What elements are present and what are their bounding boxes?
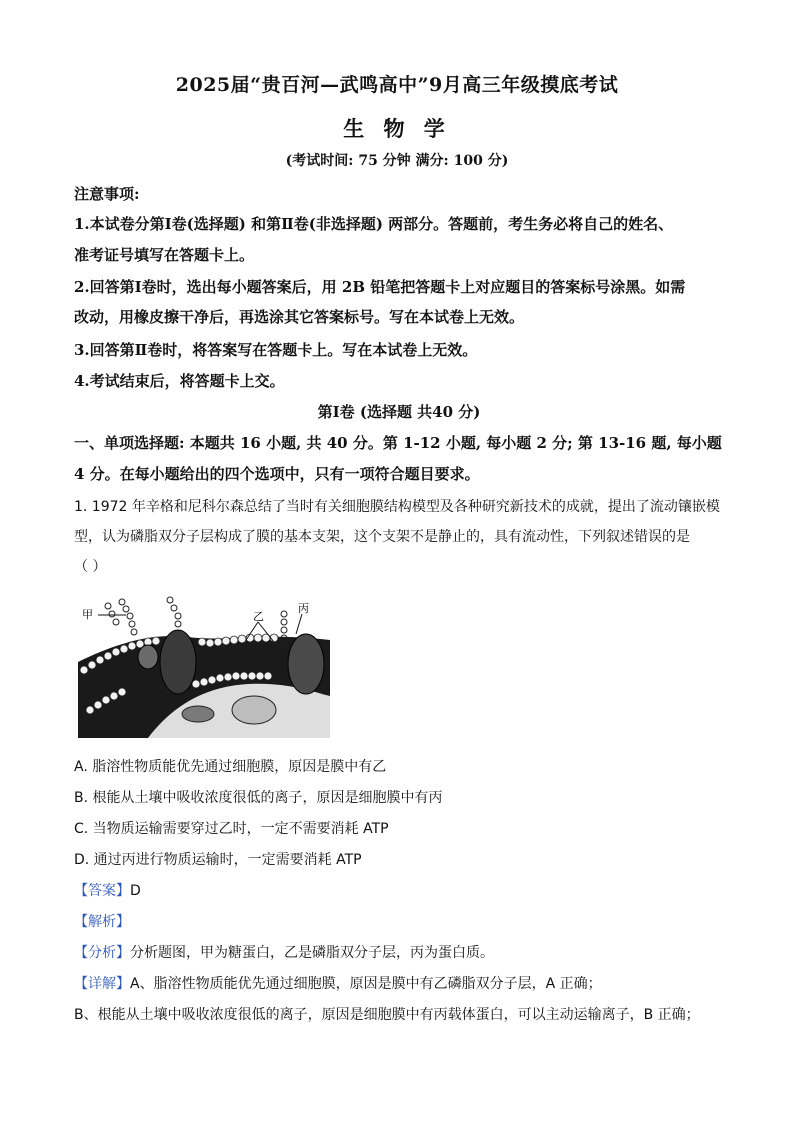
question-stem: （ ） — [74, 559, 107, 575]
section-instruction: 一、单项选择题: 本题共 16 小题, 共 40 分。第 1-12 小题, 每小题 2 分; 第 13-16 题, 每小题 — [74, 434, 722, 452]
figure-label-b: 乙 — [253, 610, 264, 623]
fenxi-tag: 【分析】 — [74, 945, 130, 961]
notice-line: 4.考试结束后，将答题卡上交。 — [74, 372, 285, 390]
answer-tag: 【答案】 — [74, 883, 130, 899]
channel-protein — [288, 634, 324, 694]
option-d: D. 通过丙进行物质运输时，一定需要消耗 ATP — [74, 852, 362, 868]
label-pointer-c — [296, 614, 302, 634]
exam-info: (考试时间: 75 分钟 满分: 100 分) — [285, 153, 509, 169]
analysis-row — [74, 911, 724, 931]
section-title: 第Ⅰ卷 (选择题 共40 分) — [317, 403, 481, 421]
notice-line: 3.回答第Ⅱ卷时，将答案写在答题卡上。写在本试卷上无效。 — [74, 341, 478, 359]
option-a: A. 脂溶性物质能优先通过细胞膜，原因是膜中有乙 — [74, 759, 387, 775]
xiangjie-text: A、脂溶性物质能优先通过细胞膜，原因是膜中有乙磷脂双分子层，A 正确； — [130, 976, 602, 992]
notice-heading: 注意事项: — [74, 185, 140, 203]
notice-line: 准考证号填写在答题卡上。 — [74, 246, 255, 264]
analysis-tag: 【解析】 — [74, 914, 130, 930]
option-c: C. 当物质运输需要穿过乙时，一定不需要消耗 ATP — [74, 821, 389, 837]
xiangjie-row — [74, 973, 724, 993]
xiangjie-tag: 【详解】 — [74, 976, 130, 992]
notice-line: 1.本试卷分第Ⅰ卷(选择题) 和第Ⅱ卷(非选择题) 两部分。答题前，考生务必将自己的姓名、 — [74, 215, 674, 233]
answer-value: D — [130, 883, 141, 899]
inner-protein — [232, 696, 276, 724]
answer-row — [74, 880, 724, 900]
inner-protein — [182, 706, 214, 722]
exam-title: 2025届“贵百河—武鸣高中”9月高三年级摸底考试 — [175, 74, 619, 96]
figure-label-a: 甲 — [82, 608, 93, 621]
fenxi-row — [74, 942, 724, 962]
section-instruction: 4 分。在每小题给出的四个选项中，只有一项符合题目要求。 — [74, 465, 480, 483]
peripheral-protein — [138, 645, 158, 669]
explanation-line-b: B、根能从土壤中吸收浓度很低的离子，原因是细胞膜中有丙载体蛋白，可以主动运输离子，B 正确； — [74, 1007, 700, 1023]
subject-title: 生 物 学 — [343, 116, 451, 141]
membrane-figure — [78, 592, 330, 738]
question-stem: 1. 1972 年辛格和尼科尔森总结了当时有关细胞膜结构模型及各种研究新技术的成就，提出了流动镶嵌模 — [74, 499, 720, 515]
fenxi-text: 分析题图，甲为糖蛋白，乙是磷脂双分子层，丙为蛋白质。 — [130, 945, 494, 961]
question-stem: 型，认为磷脂双分子层构成了膜的基本支架，这个支架不是静止的，具有流动性，下列叙述错误的是 — [74, 529, 690, 545]
notice-line: 2.回答第Ⅰ卷时，选出每小题答案后，用 2B 铅笔把答题卡上对应题目的答案标号涂黑。如需 — [74, 278, 686, 296]
notice-line: 改动，用橡皮擦干净后，再选涂其它答案标号。写在本试卷上无效。 — [74, 308, 525, 326]
transmembrane-protein — [160, 630, 196, 694]
figure-label-c: 丙 — [298, 602, 309, 615]
option-b: B. 根能从土壤中吸收浓度很低的离子，原因是细胞膜中有丙 — [74, 790, 443, 806]
